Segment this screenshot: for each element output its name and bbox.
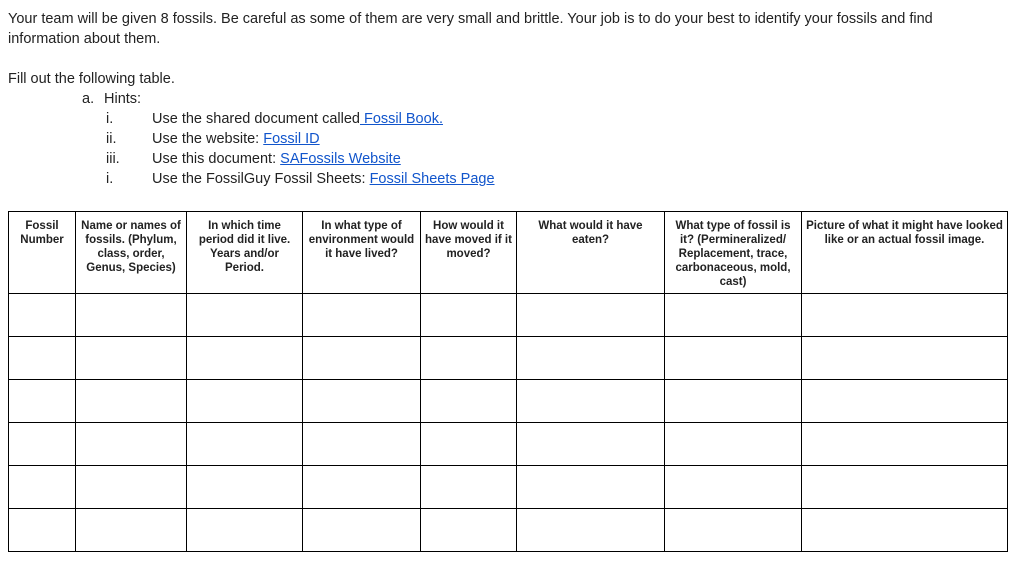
- table-cell[interactable]: [187, 294, 303, 337]
- header-fossil-type: What type of fossil is it? (Permineralized/ Replacement, trace, carbonaceous, mold, cast): [665, 212, 802, 294]
- table-cell[interactable]: [76, 380, 187, 423]
- table-cell[interactable]: [187, 380, 303, 423]
- hint-item-fossil-id: [106, 129, 320, 149]
- table-cell[interactable]: [303, 337, 421, 380]
- table-cell[interactable]: [421, 423, 517, 466]
- instruction-text: Fill out the following table.: [8, 71, 175, 87]
- table-cell[interactable]: [9, 337, 76, 380]
- hint-marker: i.: [106, 111, 114, 127]
- table-row: [9, 294, 1008, 337]
- table-cell[interactable]: [9, 423, 76, 466]
- hints-marker: a.: [82, 91, 95, 107]
- table-cell[interactable]: [421, 337, 517, 380]
- table-cell[interactable]: [517, 509, 665, 552]
- table-cell[interactable]: [9, 466, 76, 509]
- header-picture: Picture of what it might have looked like or an actual fossil image.: [802, 212, 1008, 294]
- hint-item-fossil-sheets: [106, 169, 495, 189]
- table-cell[interactable]: [303, 509, 421, 552]
- table-cell[interactable]: [9, 509, 76, 552]
- fossil-sheets-page-link[interactable]: Fossil Sheets Page: [369, 171, 495, 187]
- table-cell[interactable]: [303, 294, 421, 337]
- table-cell[interactable]: [421, 380, 517, 423]
- hint-marker: iii.: [106, 151, 120, 167]
- hint-item-fossil-book: [106, 109, 443, 129]
- fossil-book-link[interactable]: Fossil Book.: [359, 111, 443, 127]
- table-row: [9, 337, 1008, 380]
- table-header-row: [9, 212, 1008, 294]
- hint-text: Use the website:: [152, 131, 264, 147]
- table-cell[interactable]: [802, 337, 1008, 380]
- table-cell[interactable]: [187, 509, 303, 552]
- header-time-period: In which time period did it live. Years and/or Period.: [187, 212, 303, 294]
- table-cell[interactable]: [76, 423, 187, 466]
- hints-heading: [82, 89, 141, 109]
- intro-paragraph: Your team will be given 8 fossils. Be careful as some of them are very small and brittle. Your job is to do your best to identify your fossils and find information about them.: [8, 11, 933, 47]
- table-cell[interactable]: [665, 423, 802, 466]
- hint-text: Use the FossilGuy Fossil Sheets:: [152, 171, 370, 187]
- fossil-id-link[interactable]: Fossil ID: [263, 131, 320, 147]
- table-row: [9, 509, 1008, 552]
- table-cell[interactable]: [665, 466, 802, 509]
- safossils-website-link[interactable]: SAFossils Website: [280, 151, 401, 167]
- table-cell[interactable]: [802, 294, 1008, 337]
- table-cell[interactable]: [665, 380, 802, 423]
- header-diet: What would it have eaten?: [517, 212, 665, 294]
- table-cell[interactable]: [421, 509, 517, 552]
- hints-label: Hints:: [104, 91, 142, 107]
- table-cell[interactable]: [665, 509, 802, 552]
- table-cell[interactable]: [303, 466, 421, 509]
- hint-text: Use the shared document called: [152, 111, 360, 127]
- hint-marker: ii.: [106, 131, 117, 147]
- table-cell[interactable]: [802, 380, 1008, 423]
- fossil-table: [8, 211, 1008, 552]
- table-cell[interactable]: [517, 294, 665, 337]
- table-cell[interactable]: [802, 509, 1008, 552]
- table-row: [9, 380, 1008, 423]
- table-cell[interactable]: [665, 337, 802, 380]
- table-cell[interactable]: [76, 294, 187, 337]
- table-cell[interactable]: [517, 380, 665, 423]
- table-cell[interactable]: [187, 423, 303, 466]
- table-cell[interactable]: [517, 337, 665, 380]
- table-cell[interactable]: [517, 423, 665, 466]
- table-row: [9, 466, 1008, 509]
- table-cell[interactable]: [9, 294, 76, 337]
- table-cell[interactable]: [665, 294, 802, 337]
- hint-item-safossils: [106, 149, 401, 169]
- table-cell[interactable]: [76, 509, 187, 552]
- table-cell[interactable]: [802, 466, 1008, 509]
- table-cell[interactable]: [802, 423, 1008, 466]
- table-cell[interactable]: [303, 380, 421, 423]
- header-fossil-name: Name or names of fossils. (Phylum, class, order, Genus, Species): [76, 212, 187, 294]
- header-environment: In what type of environment would it have lived?: [303, 212, 421, 294]
- table-cell[interactable]: [187, 466, 303, 509]
- table-cell[interactable]: [76, 337, 187, 380]
- header-fossil-number: Fossil Number: [9, 212, 76, 294]
- header-movement: How would it have moved if it moved?: [421, 212, 517, 294]
- table-cell[interactable]: [517, 466, 665, 509]
- hint-marker: i.: [106, 171, 114, 187]
- hint-text: Use this document:: [152, 151, 281, 167]
- table-cell[interactable]: [9, 380, 76, 423]
- table-cell[interactable]: [303, 423, 421, 466]
- table-cell[interactable]: [187, 337, 303, 380]
- table-row: [9, 423, 1008, 466]
- table-cell[interactable]: [421, 294, 517, 337]
- table-cell[interactable]: [421, 466, 517, 509]
- table-cell[interactable]: [76, 466, 187, 509]
